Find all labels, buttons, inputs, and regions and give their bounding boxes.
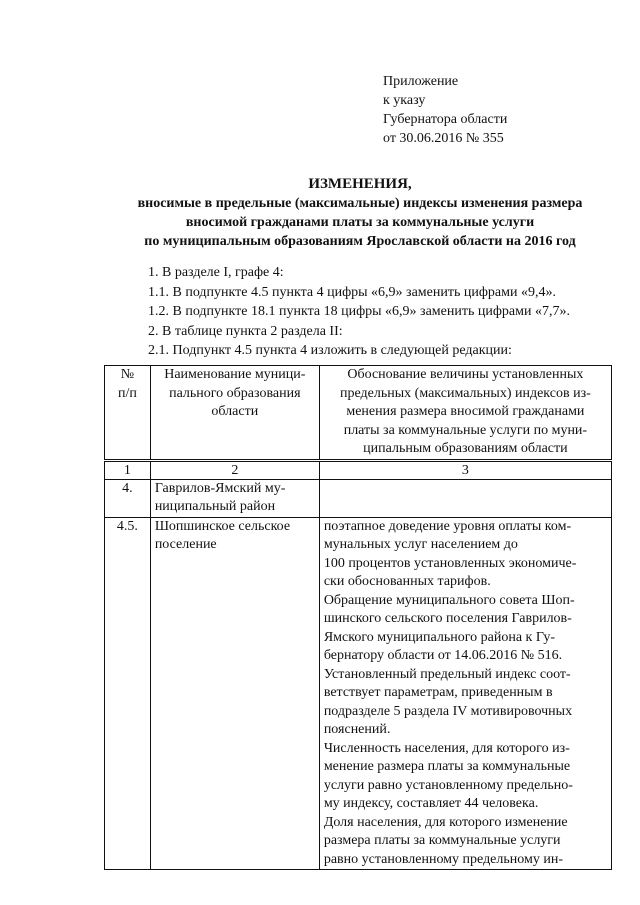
- row-text-cell: [319, 479, 611, 517]
- header-cell-name: Наименование муници- пального образования области: [150, 366, 319, 461]
- header-cell-justification: Обоснование величины установленных предельных (максимальных) индексов из- менения размера вносимой гражданами платы за коммунальные услуги по муни- ципальным образованиям области: [319, 366, 611, 461]
- row-number-cell: 4.: [105, 479, 151, 517]
- title-main: ИЗМЕНЕНИЯ,: [308, 176, 412, 192]
- point-item: 1.2. В подпункте 18.1 пункта 18 цифры «6,9» заменить цифрами «7,7».: [148, 304, 570, 319]
- point-item: 2.1. Подпункт 4.5 пункта 4 изложить в следующей редакции:: [148, 343, 512, 358]
- row-text-cell: поэтапное доведение уровня оплаты ком- мунальных услуг населением до 100 процентов установленных экономиче- ски обоснованных тарифов. Обращение муниципального совета Шоп- шинского сельского поселения Гаврилов- Ямского муниципального района к Гу- бернатору области от 14.06.2016 № 516. Установленный предельный индекс соот- ветствует параметрам, приведенным в подразделе 5 раздела IV мотивировочных пояснений. Численность населения, для которого из- менение размера платы за коммунальные услуги равно установленному предельно- му индексу, составляет 44 человека. Доля населения, для которого изменение размера платы за коммунальные услуги равно установленному предельному ин-: [319, 517, 611, 870]
- header-cell-number: № п/п: [105, 366, 151, 461]
- table-row: [105, 479, 612, 517]
- column-number-cell: 2: [150, 460, 319, 479]
- appendix-line: Губернатора области: [383, 112, 508, 127]
- title-line: вносимой гражданами платы за коммунальные услуги: [185, 215, 535, 230]
- row-number-cell: 4.5.: [105, 517, 151, 870]
- row-name-cell: Шопшинское сельское поселение: [150, 517, 319, 870]
- column-number-cell: 3: [319, 460, 611, 479]
- appendix-line: Приложение: [383, 74, 459, 89]
- document-title: [100, 175, 620, 251]
- change-points: [148, 263, 570, 361]
- point-item: 2. В таблице пункта 2 раздела II:: [148, 323, 343, 339]
- appendix-line: к указу: [383, 93, 426, 108]
- changes-table: [104, 365, 612, 870]
- table-header-row: [105, 366, 612, 461]
- row-name-cell: Гаврилов-Ямский му- ниципальный район: [150, 479, 319, 517]
- column-number-cell: 1: [105, 460, 151, 479]
- table-column-numbers-row: [105, 460, 612, 479]
- title-line: вносимые в предельные (максимальные) индексы изменения размера: [137, 196, 583, 211]
- appendix-line: от 30.06.2016 № 355: [383, 131, 504, 146]
- table-row: [105, 517, 612, 870]
- appendix-block: [383, 72, 507, 148]
- title-line: по муниципальным образованиям Ярославской области на 2016 год: [144, 234, 576, 249]
- point-item: 1.1. В подпункте 4.5 пункта 4 цифры «6,9» заменить цифрами «9,4».: [148, 284, 556, 300]
- point-item: 1. В разделе I, графе 4:: [148, 265, 284, 280]
